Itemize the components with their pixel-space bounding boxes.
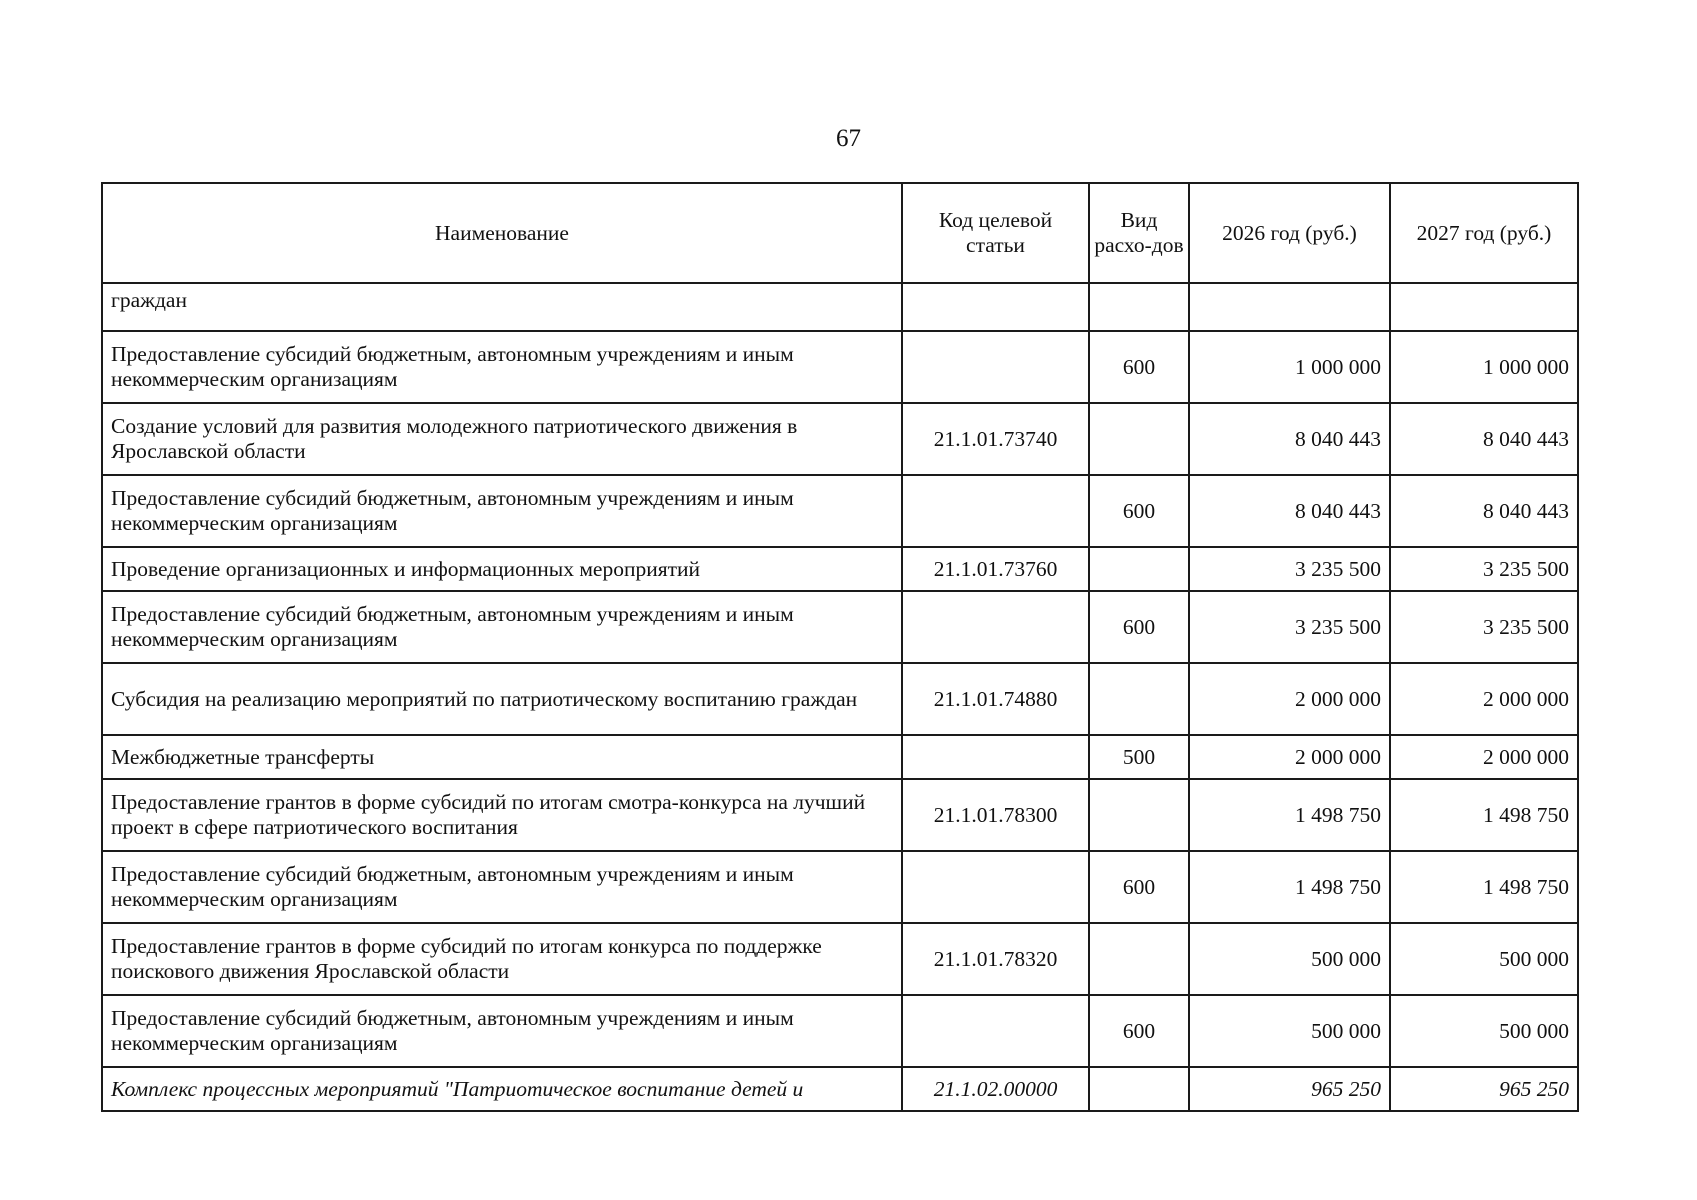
cell-name: Предоставление субсидий бюджетным, автономным учреждениям и иным некоммерческим организациям [102,995,902,1067]
cell-2026: 500 000 [1189,995,1390,1067]
table-row [102,923,1578,995]
cell-code [902,331,1089,403]
cell-2027: 2 000 000 [1390,663,1578,735]
cell-code [902,283,1089,331]
cell-name: Субсидия на реализацию мероприятий по патриотическому воспитанию граждан [102,663,902,735]
cell-2027: 8 040 443 [1390,475,1578,547]
cell-2026: 8 040 443 [1189,475,1390,547]
cell-name: Проведение организационных и информационных мероприятий [102,547,902,591]
cell-code [902,851,1089,923]
cell-type: 600 [1089,851,1189,923]
cell-2026: 1 498 750 [1189,851,1390,923]
cell-name: Межбюджетные трансферты [102,735,902,779]
cell-2027: 965 250 [1390,1067,1578,1111]
table-row [102,403,1578,475]
cell-type [1089,663,1189,735]
table-row [102,735,1578,779]
table-row [102,851,1578,923]
cell-type [1089,779,1189,851]
cell-2027: 3 235 500 [1390,591,1578,663]
cell-type: 600 [1089,331,1189,403]
cell-code: 21.1.01.73740 [902,403,1089,475]
cell-2027: 3 235 500 [1390,547,1578,591]
cell-2027: 1 498 750 [1390,851,1578,923]
cell-code [902,995,1089,1067]
cell-type: 600 [1089,475,1189,547]
cell-2027 [1390,283,1578,331]
header-year-2027: 2027 год (руб.) [1390,183,1578,283]
cell-name: Создание условий для развития молодежного патриотического движения в Ярославской области [102,403,902,475]
cell-name: Предоставление грантов в форме субсидий по итогам смотра-конкурса на лучший проект в сфере патриотического воспитания [102,779,902,851]
cell-2026: 3 235 500 [1189,547,1390,591]
header-year-2026: 2026 год (руб.) [1189,183,1390,283]
cell-name: Предоставление грантов в форме субсидий по итогам конкурса по поддержке поискового движения Ярославской области [102,923,902,995]
cell-type: 500 [1089,735,1189,779]
cell-code: 21.1.02.00000 [902,1067,1089,1111]
cell-name: Предоставление субсидий бюджетным, автономным учреждениям и иным некоммерческим организациям [102,331,902,403]
cell-code [902,591,1089,663]
cell-2027: 500 000 [1390,995,1578,1067]
cell-code: 21.1.01.74880 [902,663,1089,735]
header-type: Вид расхо-дов [1089,183,1189,283]
table-row [102,331,1578,403]
cell-code: 21.1.01.73760 [902,547,1089,591]
table-row [102,283,1578,331]
table-row [102,475,1578,547]
cell-type [1089,1067,1189,1111]
cell-2027: 500 000 [1390,923,1578,995]
cell-type [1089,923,1189,995]
cell-2026: 965 250 [1189,1067,1390,1111]
cell-2027: 1 000 000 [1390,331,1578,403]
cell-name: граждан [102,283,902,331]
cell-2026: 1 000 000 [1189,331,1390,403]
cell-2026: 500 000 [1189,923,1390,995]
header-code: Код целевой статьи [902,183,1089,283]
table-row [102,663,1578,735]
cell-code: 21.1.01.78300 [902,779,1089,851]
cell-2027: 8 040 443 [1390,403,1578,475]
cell-2026: 2 000 000 [1189,663,1390,735]
table-row [102,995,1578,1067]
table-row [102,547,1578,591]
table-row [102,1067,1578,1111]
cell-2026: 8 040 443 [1189,403,1390,475]
cell-name: Предоставление субсидий бюджетным, автономным учреждениям и иным некоммерческим организациям [102,475,902,547]
cell-code: 21.1.01.78320 [902,923,1089,995]
cell-type: 600 [1089,591,1189,663]
cell-type [1089,283,1189,331]
table-row [102,591,1578,663]
cell-2027: 2 000 000 [1390,735,1578,779]
cell-name: Предоставление субсидий бюджетным, автономным учреждениям и иным некоммерческим организациям [102,851,902,923]
header-name: Наименование [102,183,902,283]
cell-type: 600 [1089,995,1189,1067]
cell-2027: 1 498 750 [1390,779,1578,851]
page-number: 67 [836,125,861,152]
cell-2026: 2 000 000 [1189,735,1390,779]
table-header-row [102,183,1578,283]
cell-name: Предоставление субсидий бюджетным, автономным учреждениям и иным некоммерческим организациям [102,591,902,663]
cell-code [902,735,1089,779]
cell-type [1089,403,1189,475]
cell-2026: 3 235 500 [1189,591,1390,663]
cell-2026: 1 498 750 [1189,779,1390,851]
budget-table [101,182,1579,1112]
table-row [102,779,1578,851]
cell-type [1089,547,1189,591]
cell-2026 [1189,283,1390,331]
cell-name: Комплекс процессных мероприятий "Патриотическое воспитание детей и [102,1067,902,1111]
cell-code [902,475,1089,547]
